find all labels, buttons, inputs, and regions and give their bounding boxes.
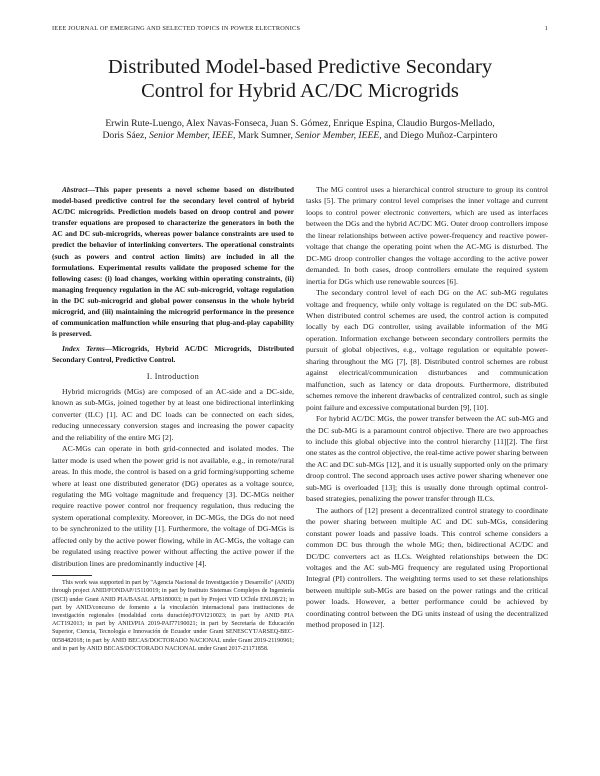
paragraph: The authors of [12] present a decentralized control strategy to coordinate the power sharing between multiple AC and DC sub-MGs, considering constant power loads and passive loads. This control scheme considers a common DC bus through the whole MG; then, bidirectional AC/DC and DC/DC converters act as ILCs. Weighted relationships between the DC voltages and the AC sub-MG frequency are regulated using Proportional Integral (PI) controllers. The weighting terms used to set these relationships between multiple sub-MGs are based on the power ratings and the critical power loads. However, a better performance could be achieved by coordinating control between the DG units instead of using the decentralized method proposed in [12]. [306,505,548,630]
member-grade: Senior Member, IEEE, [149,130,236,142]
title-line-2: Control for Hybrid AC/DC Microgrids [141,80,459,102]
author-saez: Doris Sáez, [102,130,150,142]
title-line-1: Distributed Model-based Predictive Secondary [107,56,493,78]
paragraph: AC-MGs can operate in both grid-connected and isolated modes. The latter mode is used when the power grid is not available, e.g., in remote/rural areas. In this mode, the control is based on a grid forming/supporting scheme where at least one distributed generator (DG) operates as a voltage source, regulating the MG voltage magnitude and frequency [3]. DC-MGs neither require reactive power control nor frequency regulation, thus reducing the system operational complexity. Moreover, in DC-MGs, the DGs do not need to be synchronized to the utility [1]. Furthermore, the voltage of DG-MGs is affected only by the active power flowing, while in AC-MGs, the voltage can be regulated using reactive power without affecting the active power if the distribution lines are predominantly inductive [4]. [52,444,294,568]
index-terms [52,343,294,365]
abstract-text: —This paper presents a novel scheme based on distributed model-based predictive control for the secondary level control of hybrid AC/DC microgrids. Prediction models based on droop control and power transfer equations are proposed to characterize the generators in both the AC and DC sub-microgrids, whereas power balance constraints are used to predict the behavior of interlinking converters. The operational constraints (such as powers and control action limits) are included in all the formulations. Experimental results validate the proposed scheme for the following cases: (i) load changes, working within operating constraints, (ii) managing frequency regulation in the AC sub-microgrid, voltage regulation in the DC sub-microgrid and global power consensus in the whole hybrid microgrid, and (iii) maintaining the microgrid performance in the presence of communication malfunction while ensuring that plug-and-play capability is preserved. [52,185,294,339]
abstract-label: Abstract [62,185,88,194]
member-grade: Senior Member, IEEE, [295,130,382,142]
section-heading: I. Introduction [146,371,200,381]
abstract [52,184,294,339]
left-column [52,184,294,653]
index-terms-label: Index Terms [62,344,105,354]
index-terms-text: —Microgrids, Hybrid AC/DC Microgrids, Distributed Secondary Control, Predictive Control. [52,344,295,365]
page-number: 1 [544,25,548,32]
author-sumner: Mark Sumner, [235,130,296,142]
footnote-rule [52,575,92,576]
paragraph: The MG control uses a hierarchical control structure to group its control tasks [5]. The primary control level comprises the inner voltage and current loops to control power electronic converters, which are used as interfaces between the DGs and the hybrid AC/DC MG. Outer droop controllers impose the linear relationships between active power-frequency and reactive power-voltage that change the operating point when the AC-MG is disturbed. The DC-MG droop controller changes the voltage according to the active power demanded. In both cases, droop controllers emulate the required system inertia for DGs which use renewable sources [6]. [306,185,548,286]
paper-title [40,55,560,103]
author-list [40,118,560,143]
right-column [306,184,548,631]
running-header [52,25,548,32]
paragraph: Hybrid microgrids (MGs) are composed of an AC-side and a DC-side, known as sub-MGs, joined together by at least one bidirectional interlinking converter (ILC) [1]. AC and DC loads can be connected on each sides, reducing unnecessary conversion stages and increasing the power capacity and the reliability of the entire MG [2]. [52,386,294,442]
authors-line-2 [40,130,560,142]
funding-footnote: This work was supported in part by "Agencia Nacional de Investigación y Desarrollo" (ANID) through project ANID/FONDAP/15110019; in part by Instituto Sistemas Complejos de Ingeniería (ISCI) under Grant ANID PIA/BASAL AFB180003; in part by Project VID UChile ENL08/21; in part by ANID/concurso de fomento a la vinculación internacional para instituciones de investigación regionales (modalidad corta duración)/FOVI210023; in part by ANID PIA ACT192013; in part by ANID/PIA 2019-PAI77190021; in part by Secretaría de Educación Superior, Ciencia, Tecnología e Innovación de Ecuador under Grant SENESCYT/ARSEQ-BEC-0058482018; in part by ANID BECAS/DOCTORADO NACIONAL under Grant 2019-21190961; and in part by ANID BECAS/DOCTORADO NACIONAL under Grant 2017-21171858. [52,580,294,652]
authors-line-1: Erwin Rute-Luengo, Alex Navas-Fonseca, Juan S. Gómez, Enrique Espina, Claudio Burgos-Mellado, [105,118,495,129]
paragraph: The secondary control level of each DG on the AC sub-MG regulates voltage and frequency, while only voltage is regulated on the DC sub-MG. When distributed control schemes are used, the control action is computed locally by each DG controller, using available information of the MG operation. Information exchange between secondary controllers permits the pursuit of global objectives, e.g., voltage regulation or equitable power-sharing throughout the MG [7], [8]. Distributed control schemes are robust against electrical/communication disturbances and communication malfunction, such as latency or data dropouts. Furthermore, distributed schemes remove the inherent drawbacks of centralized control, such as single point failure and excessive computational burden [9], [10]. [306,288,548,412]
author-munoz: and Diego Muñoz-Carpintero [381,130,498,142]
paragraph: For hybrid AC/DC MGs, the power transfer between the AC sub-MG and the DC sub-MG is a paramount control objective. There are two approaches to include this global objective into the control hierarchy [11][2]. The first one states as the control objective, the real-time active power sharing between the AC and DC sub-MGs [12], and it is usually supported only on the primary droop control. The second approach uses active power sharing whenever one sub-MG is overloaded [13]; this is usually done through optimal control-based strategies, penalizing the power transfer through ILCs. [306,414,548,504]
journal-name: IEEE JOURNAL OF EMERGING AND SELECTED TOPICS IN POWER ELECTRONICS [52,25,301,32]
